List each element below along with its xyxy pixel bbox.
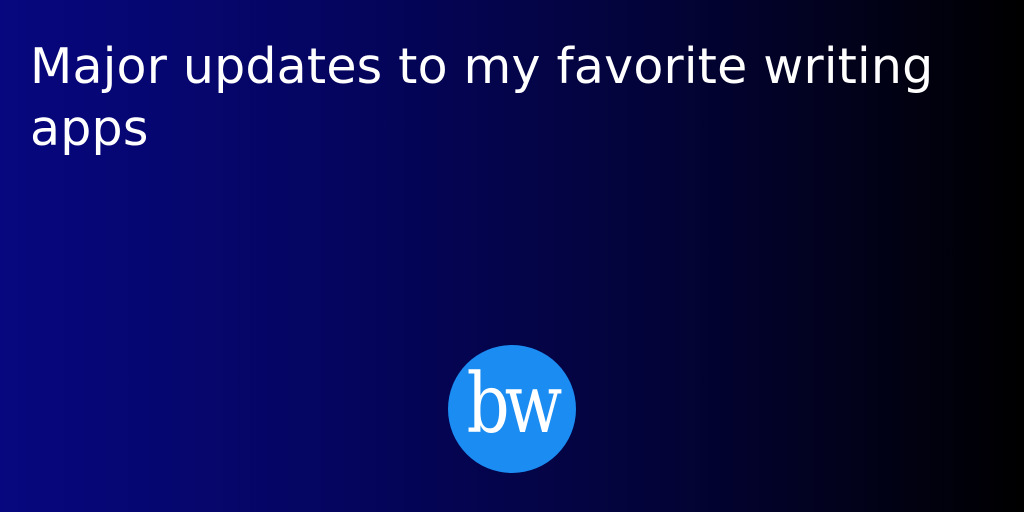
logo-text: bw [466, 357, 558, 452]
headline: Major updates to my favorite writing apps [30, 38, 934, 157]
bw-logo-icon [448, 345, 576, 473]
